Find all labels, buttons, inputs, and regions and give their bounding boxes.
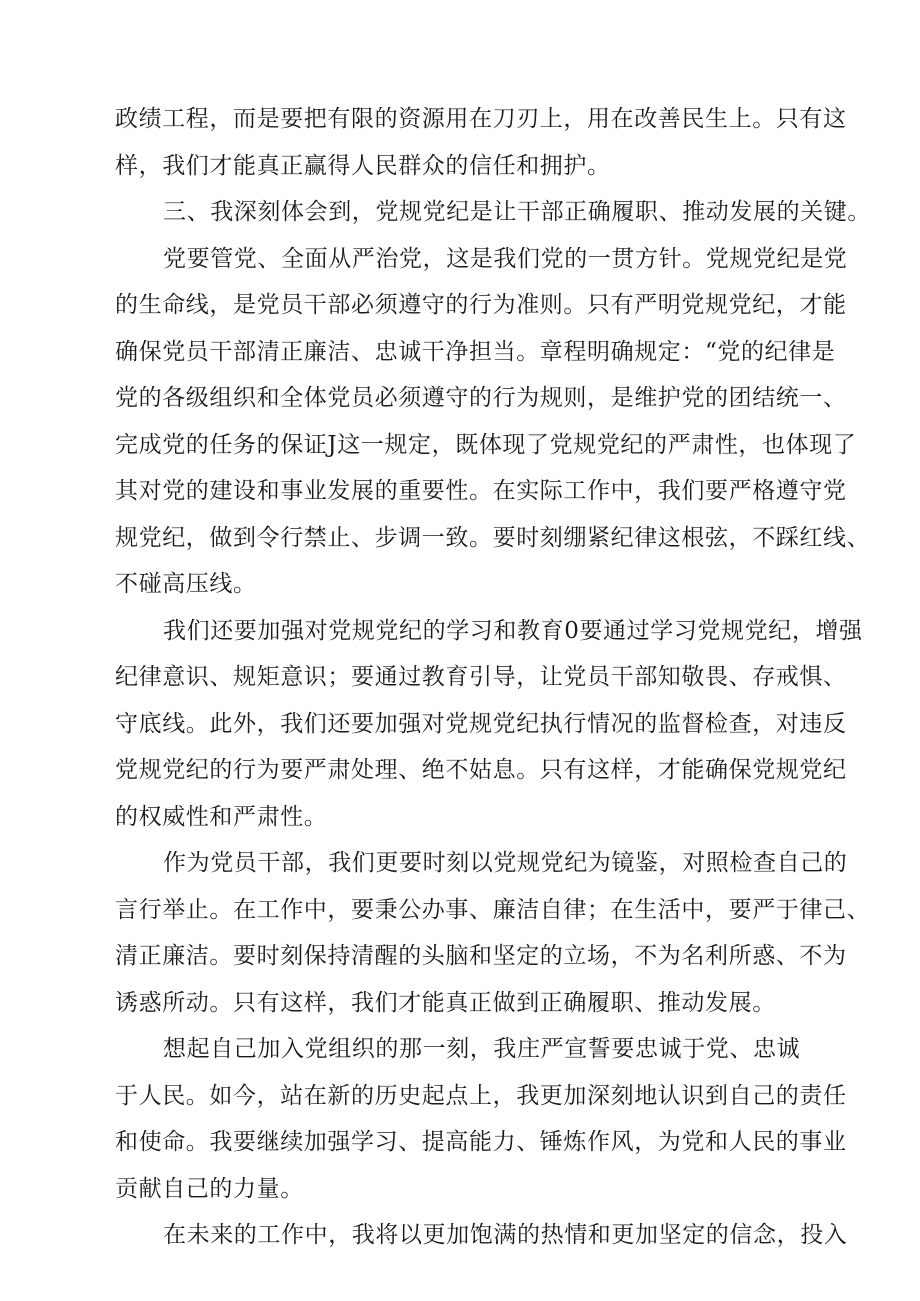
text-line: 规党纪，做到令行禁止、步调一致。要时刻绷紧纪律这根弦，不踩红线、	[115, 524, 871, 551]
text-line: 诱惑所动。只有这样，我们才能真正做到正确履职、推动发展。	[115, 989, 776, 1016]
text-line: 不碰高压线。	[115, 571, 257, 597]
text-line: 守底线。此外，我们还要加强对党规党纪执行情况的监督检查，对违反	[115, 710, 847, 737]
text-line: 纪律意识、规矩意识；要通过教育引导，让党员干部知敬畏、存戒惧、	[115, 664, 847, 690]
text-line: 其对党的建设和事业发展的重要性。在实际工作中，我们要严格遵守党	[115, 478, 847, 504]
text-line: 完成党的任务的保证J这一规定，既体现了党规党纪的严肃性，也体现了	[115, 431, 857, 458]
text-line: 确保党员干部清正廉洁、忠诚干净担当。章程明确规定：“党的纪律是	[115, 338, 836, 365]
text-line: 贡献自己的力量。	[115, 1175, 304, 1202]
text-line: 言行举止。在工作中，要秉公办事、廉洁自律；在生活中，要严于律己、	[115, 896, 871, 923]
text-line: 作为党员干部，我们更要时刻以党规党纪为镜鉴，对照检查自己的	[163, 850, 848, 876]
text-line: 我们还要加强对党规党纪的学习和教育0要通过学习党规党纪，增强	[163, 617, 863, 644]
text-line: 的权威性和严肃性。	[115, 803, 328, 830]
text-line: 党的各级组织和全体党员必须遵守的行为规则，是维护党的团结统一、	[115, 385, 847, 411]
body-text	[115, 96, 871, 1259]
text-line: 于人民。如今，站在新的历史起点上，我更加深刻地认识到自己的责任	[115, 1082, 847, 1109]
text-line: 和使命。我要继续加强学习、提高能力、锤炼作风，为党和人民的事业	[115, 1129, 847, 1155]
section-heading: 三、我深刻体会到，党规党纪是让干部正确履职、推动发展的关键。	[163, 199, 871, 225]
text-line: 的生命线，是党员干部必须遵守的行为准则。只有严明党规党纪，才能	[115, 292, 847, 318]
text-line: 党要管党、全面从严治党，这是我们党的一贯方针。党规党纪是党	[163, 245, 848, 272]
text-line: 样，我们才能真正赢得人民群众的信任和拥护。	[115, 152, 611, 179]
text-line: 政绩工程，而是要把有限的资源用在刀刃上，用在改善民生上。只有这	[115, 106, 847, 132]
text-line: 党规党纪的行为要严肃处理、绝不姑息。只有这样，才能确保党规党纪	[115, 757, 847, 783]
text-line: 清正廉洁。要时刻保持清醒的头脑和坚定的立场，不为名利所惑、不为	[115, 943, 847, 969]
text-line: 在未来的工作中，我将以更加饱满的热情和更加坚定的信念，投入	[163, 1222, 848, 1248]
text-line: 想起自己加入党组织的那一刻，我庄严宣誓要忠诚于党、忠诚	[163, 1036, 801, 1062]
